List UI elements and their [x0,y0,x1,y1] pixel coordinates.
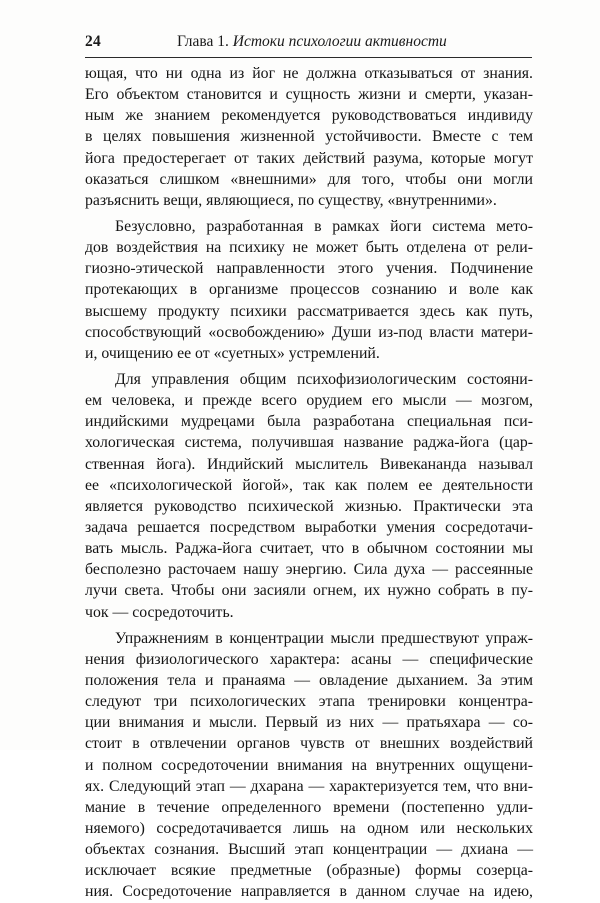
text-line: вать мысль. Раджа-йога считает, что в обычном состоянии мы [85,540,533,558]
text-line: объектах сознания. Высший этап концентрации — дхиана — [85,841,533,859]
text-line: положения тела и пранаяма — овладение дыханием. За этим [85,671,533,689]
text-line: ным же знанием рекомендуется руководствоваться индивиду [85,107,533,125]
text-line: задача решается посредством выработки умения сосредотачи- [85,518,533,536]
text-line: бесполезно расточаем нашу энергию. Сила духа — рассеянные [85,561,533,579]
text-line: ции внимания и мысли. Первый из них — пратьяхара — со- [85,714,533,732]
text-line: дов воздействия на психику не может быть отделена от рели- [85,239,533,257]
text-line: ях. Следующий этап — дхарана — характеризуется тем, что вни- [85,777,533,795]
text-line: гиозно-этической направленности этого учения. Подчинение [85,260,533,278]
running-head [85,33,532,55]
text-line: ющая, что ни одна из йог не должна отказываться от знания. [85,65,533,82]
page-number: 24 [85,33,101,50]
text-line: Безусловно, разработанная в рамках йоги система мето- [115,217,533,235]
header-rule [85,57,532,58]
text-line: следуют три психологических этапа тренировки концентра- [85,693,533,711]
text-line: лучи света. Чтобы они засияли огнем, их нужно собрать в пу- [85,582,533,600]
paragraph-4 [85,628,533,903]
paragraph-2 [85,216,533,364]
text-line: является руководство психической жизнью. Практически эта [85,497,533,515]
paragraph-1 [85,63,533,211]
text-line: ем человека, и прежде всего орудием его мысли — мозгом, [85,392,533,410]
text-line: высшему продукту психики рассматривается здесь как путь, [85,302,533,320]
chapter-name: Истоки психологии активности [232,33,447,50]
text-line: стоит в отвлечении органов чувств от внешних воздействий [85,735,533,753]
chapter-title [177,33,447,51]
text-line: Его объектом становится и сущность жизни и смерти, указан- [85,86,533,104]
text-line: в целях повышения жизненной устойчивости. Вместе с тем [85,128,533,146]
text-line: няемого) сосредотачивается лишь на одном или нескольких [85,819,533,837]
text-line: йога предостерегает от таких действий разума, которые могут [85,149,533,167]
text-line: чок — сосредоточить. [85,603,234,621]
text-line: и, очищению ее от «суетных» устремлений. [85,344,380,362]
text-line: Упражнениям в концентрации мысли предшествуют упраж- [115,629,533,647]
text-line: исключает всякие предметные (образные) формы созерца- [85,862,533,880]
body-text [85,63,533,902]
text-line: способствующий «освобождению» Души из-под власти матери- [85,323,533,341]
chapter-label: Глава 1. [177,33,229,50]
text-line: ственная йога). Индийский мыслитель Вивекананда называл [85,455,533,473]
text-line: протекающих в организме процессов сознанию и воле как [85,281,533,299]
text-line: ее «психологической йогой», так как полем ее деятельности [85,476,533,494]
text-line: нения физиологического характера: асаны — специфические [85,650,533,668]
paragraph-3 [85,369,533,623]
text-line: Для управления общим психофизиологическим состояни- [115,370,533,388]
text-line: хологическая система, получившая название раджа-йога (цар- [85,434,533,452]
text-line: мание в течение определенного времени (постепенно удли- [85,798,533,816]
text-line: индийскими мудрецами была разработана специальная пси- [85,413,533,431]
text-line: и полном сосредоточении внимания на внутренних ощущени- [85,756,533,774]
text-line: оказаться слишком «внешними» для того, чтобы они могли [85,170,533,188]
text-line: разъяснить вещи, являющиеся, по существу, «внутренними». [85,191,497,209]
text-line: ния. Сосредоточение направляется в данном случае на идею, [85,883,533,901]
